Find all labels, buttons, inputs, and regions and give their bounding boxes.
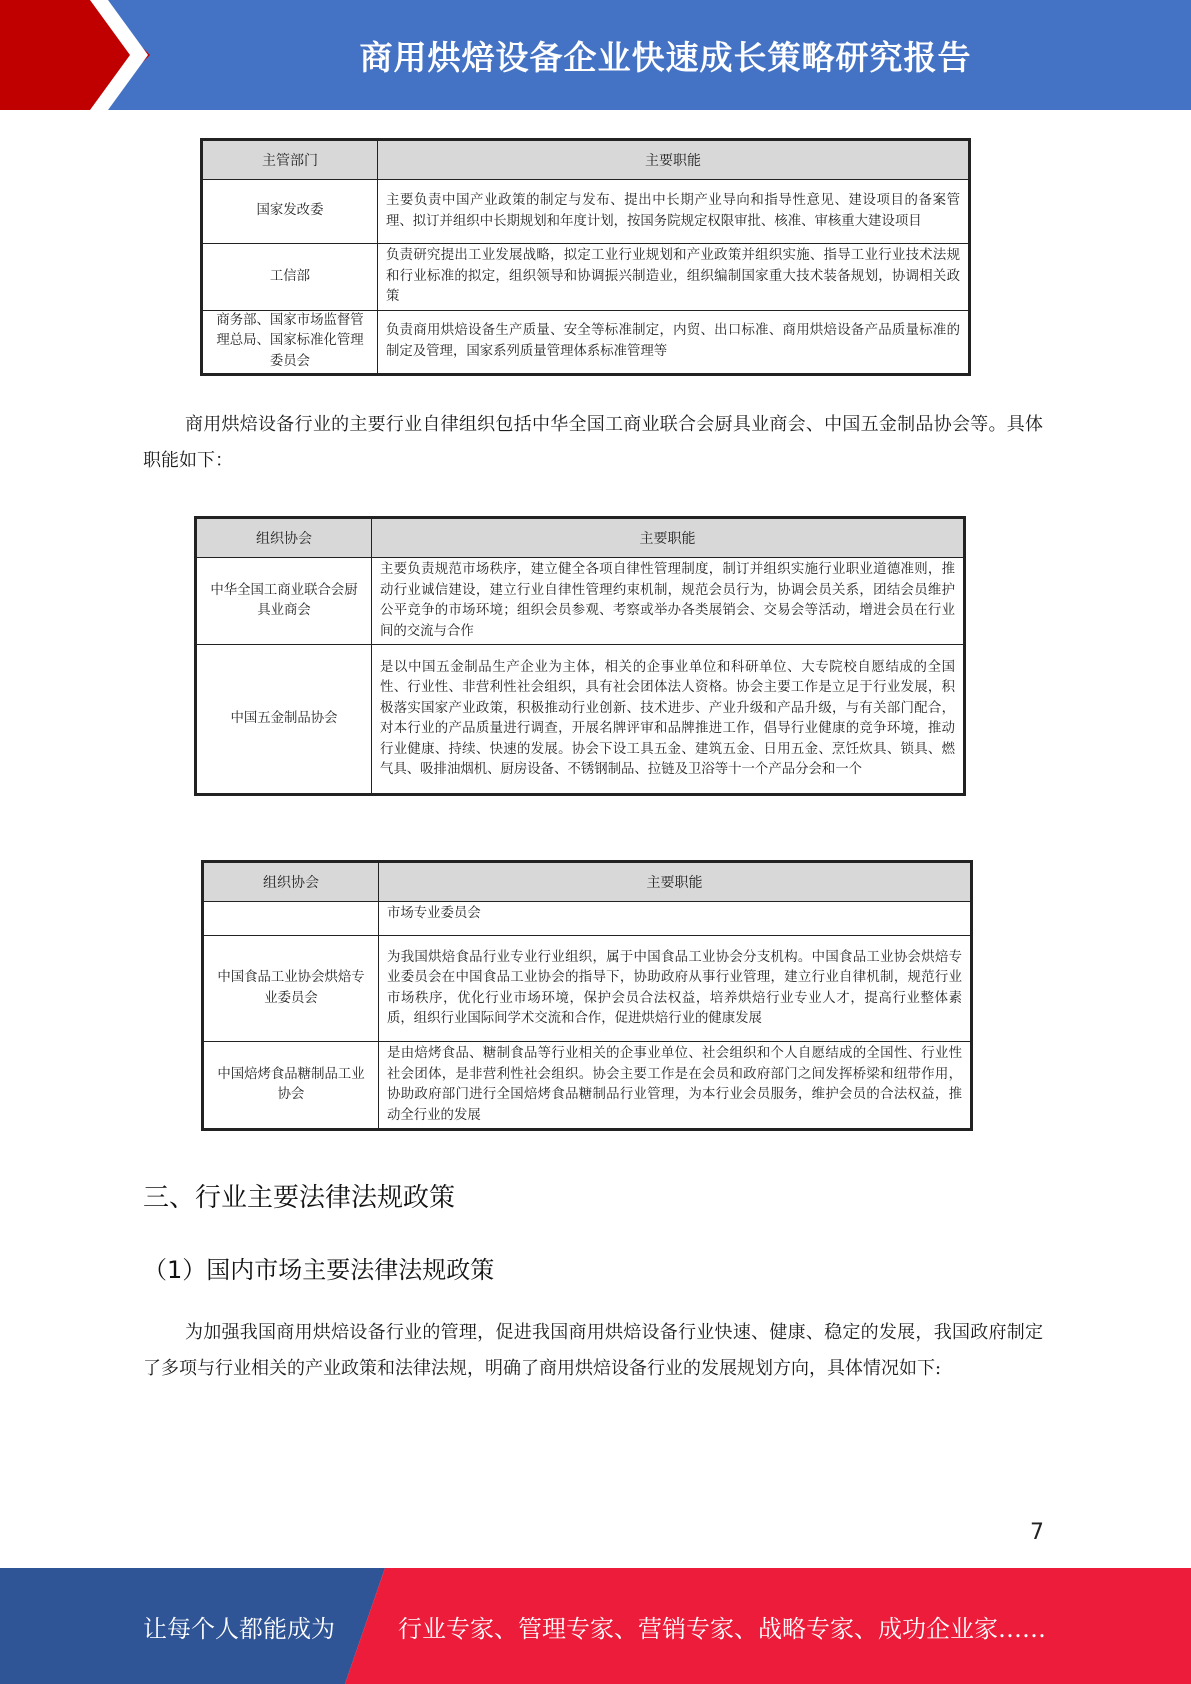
org-cell: 商务部、国家市场监督管理总局、国家标准化管理委员会 xyxy=(202,310,378,374)
org-cell xyxy=(203,902,379,936)
column-header: 组织协会 xyxy=(203,862,379,902)
table-row xyxy=(203,936,972,1042)
regulators-table xyxy=(200,138,971,376)
intro-paragraph: 商用烘焙设备行业的主要行业自律组织包括中华全国工商业联合会厨具业商会、中国五金制品协会等。具体职能如下： xyxy=(143,414,1043,471)
footer-slogan: 让每个人都能成为 xyxy=(143,1614,335,1643)
column-header: 主要职能 xyxy=(379,862,972,902)
duty-cell: 负责研究提出工业发展战略，拟定工业行业规划和产业政策并组织实施、指导工业行业技术法规和行业标准的拟定，组织领导和协调振兴制造业，组织编制国家重大技术装备规划，协调相关政策 xyxy=(378,244,970,311)
table-header-row xyxy=(203,862,972,902)
duty-cell: 是由焙烤食品、糖制食品等行业相关的企事业单位、社会组织和个人自愿结成的全国性、行业性社会团体，是非营利性社会组织。协会主要工作是在会员和政府部门之间发挥桥梁和纽带作用，协助政府部门进行全国焙烤食品糖制品行业管理，为本行业会员服务，维护会员的合法权益，推动全行业的发展 xyxy=(379,1042,972,1130)
duty-cell: 是以中国五金制品生产企业为主体，相关的企事业单位和科研单位、大专院校自愿结成的全国性、行业性、非营利性社会组织，具有社会团体法人资格。协会主要工作是立足于行业发展，积极落实国家产业政策，积极推动行业创新、技术进步、产业升级和产品升级，与有关部门配合，对本行业的产品质量进行调查，开展名牌评审和品牌推进工作，倡导行业健康的竞争环境，推动行业健康、持续、快速的发展。协会下设工具五金、建筑五金、日用五金、烹饪炊具、锁具、燃气具、吸排油烟机、厨房设备、不锈钢制品、拉链及卫浴等十一个产品分会和一个 xyxy=(372,645,965,795)
duty-cell: 主要负责中国产业政策的制定与发布、提出中长期产业导向和指导性意见、建设项目的备案管理、拟订并组织中长期规划和年度计划，按国务院规定权限审批、核准、审核重大建设项目 xyxy=(378,180,970,244)
column-header: 主要职能 xyxy=(378,140,970,180)
section-heading: 三、行业主要法律法规政策 xyxy=(143,1183,456,1213)
table-row xyxy=(203,902,972,936)
table-row xyxy=(202,180,970,244)
footer-expert-list: 行业专家、管理专家、营销专家、战略专家、成功企业家…… xyxy=(398,1614,1046,1643)
subsection-heading: （1）国内市场主要法律法规政策 xyxy=(143,1256,495,1284)
policy-paragraph: 为加强我国商用烘焙设备行业的管理，促进我国商用烘焙设备行业快速、健康、稳定的发展，我国政府制定了多项与行业相关的产业政策和法律法规，明确了商用烘焙设备行业的发展规划方向，具体情况如下: xyxy=(143,1322,1043,1379)
org-cell: 中国五金制品协会 xyxy=(196,645,372,795)
table-row xyxy=(196,645,965,795)
org-cell: 国家发改委 xyxy=(202,180,378,244)
duty-cell: 为我国烘焙食品行业专业行业组织，属于中国食品工业协会分支机构。中国食品工业协会烘焙专业委员会在中国食品工业协会的指导下，协助政府从事行业管理，建立行业自律机制，规范行业市场秩序，优化行业市场环境，保护会员合法权益，培养烘焙行业专业人才，提高行业整体素质，组织行业国际间学术交流和合作，促进烘焙行业的健康发展 xyxy=(379,936,972,1042)
header-banner xyxy=(0,0,1191,110)
org-cell: 中国食品工业协会烘焙专业委员会 xyxy=(203,936,379,1042)
page-number: 7 xyxy=(1030,1520,1044,1545)
column-header: 主要职能 xyxy=(372,518,965,558)
table-row xyxy=(196,558,965,645)
duty-cell: 负责商用烘焙设备生产质量、安全等标准制定，内贸、出口标准、商用烘焙设备产品质量标准的制定及管理，国家系列质量管理体系标准管理等 xyxy=(378,310,970,374)
org-cell: 中华全国工商业联合会厨具业商会 xyxy=(196,558,372,645)
table-row xyxy=(203,1042,972,1130)
report-title: 商用烘焙设备企业快速成长策略研究报告 xyxy=(359,37,972,77)
table-header-row xyxy=(202,140,970,180)
table-header-row xyxy=(196,518,965,558)
column-header: 组织协会 xyxy=(196,518,372,558)
associations-table-continued xyxy=(201,860,973,1131)
associations-table xyxy=(194,516,966,796)
org-cell: 工信部 xyxy=(202,244,378,311)
column-header: 主管部门 xyxy=(202,140,378,180)
table-row xyxy=(202,310,970,374)
table-row xyxy=(202,244,970,311)
org-cell: 中国焙烤食品糖制品工业协会 xyxy=(203,1042,379,1130)
duty-cell: 市场专业委员会 xyxy=(379,902,972,936)
duty-cell: 主要负责规范市场秩序，建立健全各项自律性管理制度，制订并组织实施行业职业道德准则，推动行业诚信建设，建立行业自律性管理约束机制，规范会员行为，协调会员关系，团结会员维护公平竞争的市场环境；组织会员参观、考察或举办各类展销会、交易会等活动，增进会员在行业间的交流与合作 xyxy=(372,558,965,645)
